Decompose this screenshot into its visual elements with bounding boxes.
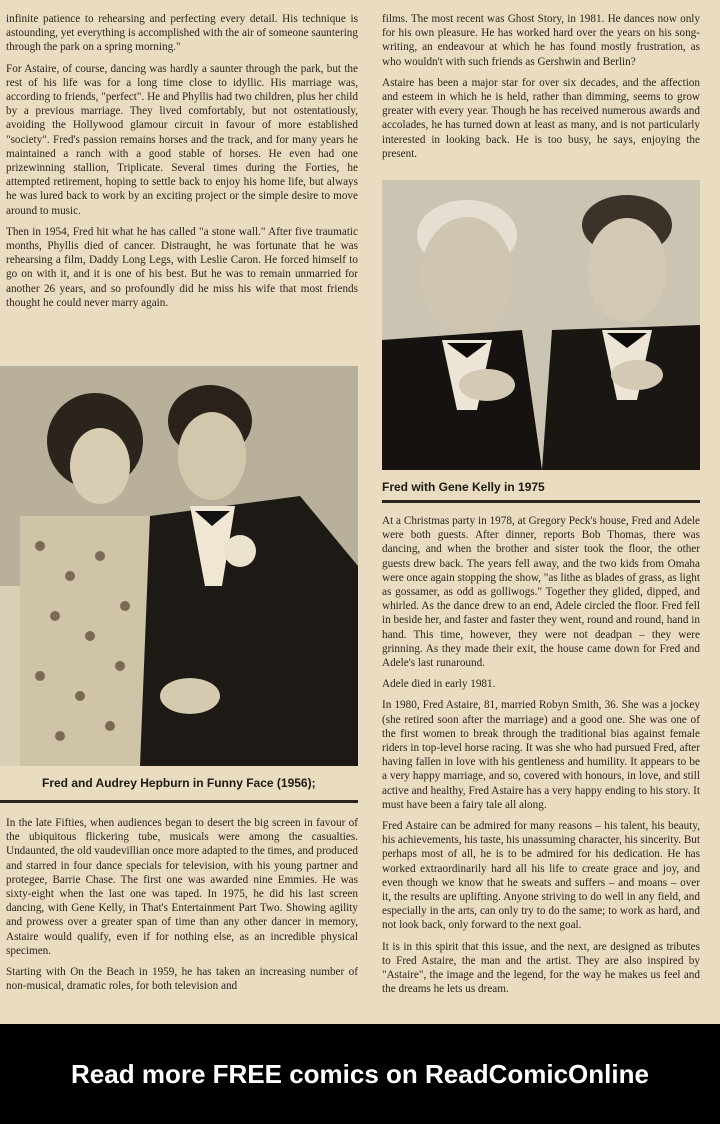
article-column-left-top (6, 12, 358, 317)
paragraph: Fred Astaire can be admired for many reasons – his talent, his beauty, his achievements, his taste, his unassuming character, his sincerity. But perhaps most of all, he is to be admired for his dedication. He has worked extraordinarily hard all his life to create grace and joy, and even though we know that he sweats and suffers – and moans – over it, the results are uplifting. Anyone striving to do well in any field, and especially in the arts, can only try to do the same; to work as hard, and not look back, only forward to the next goal. (382, 820, 700, 932)
paragraph: Then in 1954, Fred hit what he has called "a stone wall." After five traumatic months, Phyllis died of cancer. Distraught, he was fortunate that he was rehearsing a film, Daddy Long Legs, with Leslie Caron. He forced himself to go on with it, and it is one of his best. But he was to remain unmarried for another 26 years, and so profoundly did he miss his wife that most friends thought he could never marry again. (6, 225, 358, 309)
article-column-right-top (382, 12, 700, 168)
promo-banner[interactable]: Read more FREE comics on ReadComicOnline (0, 1024, 720, 1124)
paragraph: It is in this spirit that this issue, and the next, are designed as tributes to Fred Astaire, the man and the artist. They are also inspired by "Astaire", the image and the legend, for the way he makes us feel and the dreams he lets us dream. (382, 940, 700, 996)
divider-rule (382, 500, 700, 503)
paragraph: infinite patience to rehearsing and perfecting every detail. His technique is astounding, yet everything is accomplished with the air of someone sauntering through the park on a spring morning." (6, 13, 358, 54)
article-column-left-bottom (6, 816, 358, 1000)
photo-fred-gene-kelly (382, 180, 700, 470)
paragraph: In the late Fifties, when audiences began to desert the big screen in favour of the ubiquitous flickering tube, musicals were among the casualties. Undaunted, the old vaudevillian once more adapted to the times, and produced and starred in four dance specials for television, with his young partner and protegee, Barrie Chase. The first one was awarded nine Emmies. He was sixty-eight when the last one was taped. In 1975, he did his last screen dancing, with Gene Kelly, in That's Entertainment Part Two. Showing agility and prowess over a greater span of time than any other dancer in memory, Astaire would qualify, even if for nothing else, as an incredible physical specimen. (6, 817, 358, 957)
caption-photo2: Fred with Gene Kelly in 1975 (382, 480, 545, 494)
photo-illustration (0, 366, 358, 766)
photo-fred-audrey-hepburn (0, 366, 358, 766)
paragraph: Starting with On the Beach in 1959, he has taken an increasing number of non-musical, dramatic roles, for both television and (6, 966, 358, 993)
divider-rule (0, 800, 358, 803)
paragraph: Astaire has been a major star for over six decades, and the affection and esteem in which he is held, rather than dimming, seems to grow greater with every year. Though he has received numerous awards and accolades, he has turned down at least as many, and is not particularly interested in looking back. He is too busy, he says, enjoying the present. (382, 76, 700, 160)
photo-illustration (382, 180, 700, 470)
paragraph: For Astaire, of course, dancing was hardly a saunter through the park, but the rest of his life was for a long time close to idyllic. His marriage was, according to friends, "perfect". He and Phyllis had two children, plus her child by a previous marriage. They lived comfortably, but not ostentatiously, avoiding the Hollywood glamour circuit in favour of more established "society". Fred's passion remains horses and the track, and for many years he maintained a ranch with a good stable of horses. He even had one prizewinning stallion, Triplicate. Several times during the Forties, he attempted retirement, hoping to settle back to enjoy his home life, but always he was lured back to work by an exciting project or the simple desire to move around to music. (6, 62, 358, 217)
paragraph: At a Christmas party in 1978, at Gregory Peck's house, Fred and Adele were both guests. After dinner, reports Bob Thomas, there was dancing, and when the brother and sister took the floor, the other guests drew back. The years fell away, and the two kids from Omaha were once again stopping the show, "as lithe as blades of grass, as light as gossamer, as odd as golliwogs." Together they glided, dipped, and whirled. As the dance drew to an end, Adele circled the floor. Fred fell in beside her, and faster and faster they went, round and round, hand in hand. This time, however, they were not deadpan – they were grinning. As they made their exit, the house came down for Fred and Adele's last runaround. (382, 515, 700, 670)
paragraph: In 1980, Fred Astaire, 81, married Robyn Smith, 36. She was a jockey (she retired soon after the marriage) and a good one. She was one of the first women to break through the traditional bias against female riders in top-level horse racing. It was she who had pursued Fred, after having fallen in love with his gentleness and humility. It appears to be a very happy marriage, and so, covered with honours, in love, and still active and healthy, Fred Astaire has a very happy ending to his story. It must have been a fairy tale all along. (382, 699, 700, 811)
paragraph: films. The most recent was Ghost Story, in 1981. He dances now only for his own pleasure. He has worked hard over the years on his song-writing, an endeavour at which he has found mostly frustration, as who wouldn't with such friends as Gershwin and Berlin? (382, 13, 700, 68)
paragraph: Adele died in early 1981. (382, 678, 496, 691)
article-column-right-bottom (382, 514, 700, 1004)
caption-photo1: Fred and Audrey Hepburn in Funny Face (1956); (42, 776, 316, 790)
